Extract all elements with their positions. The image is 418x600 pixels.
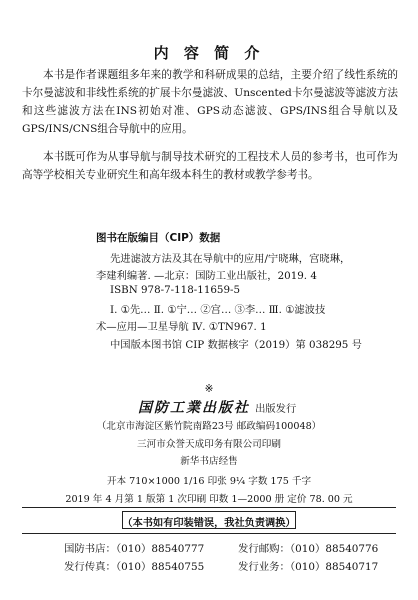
summary-title: 内 容 简 介 — [153, 44, 265, 62]
contact-label: 发行业务： — [238, 561, 290, 573]
contact-label: 发行传真： — [64, 561, 116, 573]
contact-phone: （010）88540776 — [289, 543, 379, 555]
book-specs: 开本 710×1000 1/16 印张 9¼ 字数 175 千字 — [106, 476, 312, 487]
cip-heading: 图书在版编目（CIP）数据 — [96, 232, 221, 244]
printer-name: 三河市众誉天成印务有限公司印刷 — [137, 439, 281, 450]
separator-star: ※ — [204, 383, 214, 395]
contact-fax — [64, 558, 204, 573]
contact-business — [238, 558, 378, 573]
divider-top — [22, 507, 396, 508]
summary-paragraph-2: 本书既可作为从事导航与制导技术研究的工程技术人员的参考书，也可作为高等学校相关专业研究生和高年级本科生的教材或教学参考书。 — [22, 151, 398, 181]
publisher-address: （北京市海淀区紫竹院南路23号 邮政编码100048） — [96, 421, 322, 432]
publisher-logo: 国防工業出版社 — [138, 400, 250, 416]
divider-bottom — [22, 533, 396, 534]
publisher-line — [138, 397, 296, 417]
cip-author-line: 李建利编著. —北京：国防工业出版社，2019. 4 — [96, 270, 317, 282]
contact-label: 发行邮购： — [238, 543, 290, 555]
distributor: 新华书店经售 — [180, 456, 238, 467]
contact-phone: （010）88540777 — [115, 543, 205, 555]
contact-bookstore — [64, 540, 204, 555]
notice-text: （本书如有印装错误，我社负责调换） — [122, 518, 296, 529]
cip-isbn: ISBN 978-7-118-11659-5 — [110, 284, 241, 296]
publish-label: 出版发行 — [255, 403, 297, 415]
edition-info: 2019 年 4 月第 1 版第 1 次印刷 印数 1—2000 册 定价 78. 00 元 — [65, 494, 353, 505]
cip-record-number: 中国版本图书馆 CIP 数据核字（2019）第 038295 号 — [110, 339, 362, 351]
contact-label: 国防书店： — [64, 543, 116, 555]
contact-phone: （010）88540755 — [115, 561, 205, 573]
contact-phone: （010）88540717 — [289, 561, 379, 573]
cip-title-line: 先进滤波方法及其在导航中的应用/宁晓琳，宫晓琳， — [110, 253, 351, 265]
summary-paragraph-1: 本书是作者课题组多年来的教学和科研成果的总结，主要介绍了线性系统的卡尔曼滤波和非线性系统的扩展卡尔曼滤波、Unscented卡尔曼滤波等滤波方法和这些滤波方法在INS初始对准、GPS动态滤波、GPS/INS组合导航以及GPS/INS/CNS组合导航中的应用。 — [22, 69, 398, 135]
cip-classification-line: Ⅰ. ①先… Ⅱ. ①宁… ②宫… ③李… Ⅲ. ①滤波技 — [110, 304, 326, 316]
contact-mail-order — [238, 540, 378, 555]
cip-classification-line-2: 术—应用—卫星导航 Ⅳ. ①TN967. 1 — [96, 321, 267, 333]
